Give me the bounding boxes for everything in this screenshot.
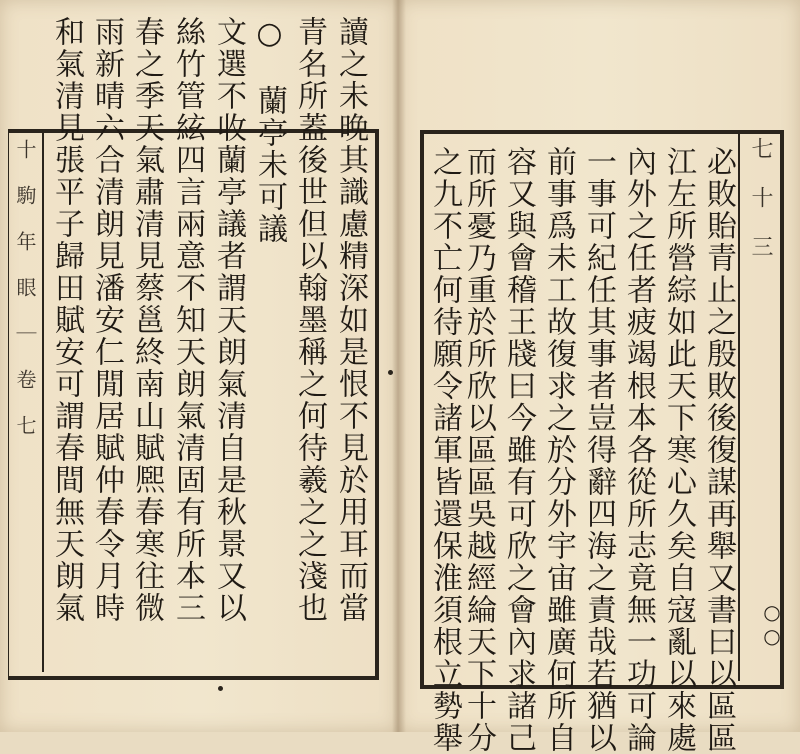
left-column-7: 雨新晴六合清朗見潘安仁閒居賦仲春令月時 (89, 16, 124, 624)
right-edge-text: 七 十 三 (748, 137, 773, 258)
left-edge-text: 十 駒 年 眼 ｜ 卷 七 (13, 139, 37, 436)
book-gutter (392, 0, 406, 732)
left-column-3: ○ 蘭亭未可議 (252, 16, 287, 245)
right-column-4: 一事可紀任其事者豈得辭四海之責哉若猶以 (581, 146, 616, 754)
center-dot (388, 370, 393, 375)
punctuation-circles: ○○ (760, 600, 784, 648)
left-column-6: 春之季天氣肅清見蔡邕終南山賦熈春寒往微 (129, 16, 164, 624)
right-column-8: 之九不亡何待願令諸軍皆還保淮須根立勢舉 (427, 146, 462, 754)
left-column-2: 青名所蓋後世但以翰墨稱之何待羲之之淺也 (292, 16, 327, 624)
left-column-5: 絲竹管絃四言兩意不知天朗氣清固有所本三 (170, 16, 205, 624)
left-column-4: 文選不收蘭亭議者謂天朗氣清自是秋景又以 (211, 16, 246, 624)
left-page (0, 0, 400, 732)
right-column-2: 江左所營綜如此天下寒心久矣自寇亂以來處 (661, 146, 696, 754)
right-column-1: 必敗貽青止之殷敗後復謀再舉又書曰以區區 (701, 146, 736, 754)
left-column-1: 讀之未晚其識慮精深如是恨不見於用耳而當 (333, 16, 368, 624)
right-fore-edge (738, 133, 778, 681)
right-column-3: 內外之任者疲竭根本各從所志竟無一功可論 (621, 146, 656, 754)
bottom-dot (218, 686, 223, 691)
right-column-5: 前事爲未工故復求之於分外宇宙雖廣何所自 (541, 146, 576, 754)
right-column-6: 容又與會稽王牋曰今雖有可欣之會內求諸己 (501, 146, 536, 754)
right-column-7: 而所憂乃重於所欣以區區吳越經綸天下十分 (461, 146, 496, 754)
left-column-8: 和氣清見張平子歸田賦安可謂春間無天朗氣 (49, 16, 84, 624)
